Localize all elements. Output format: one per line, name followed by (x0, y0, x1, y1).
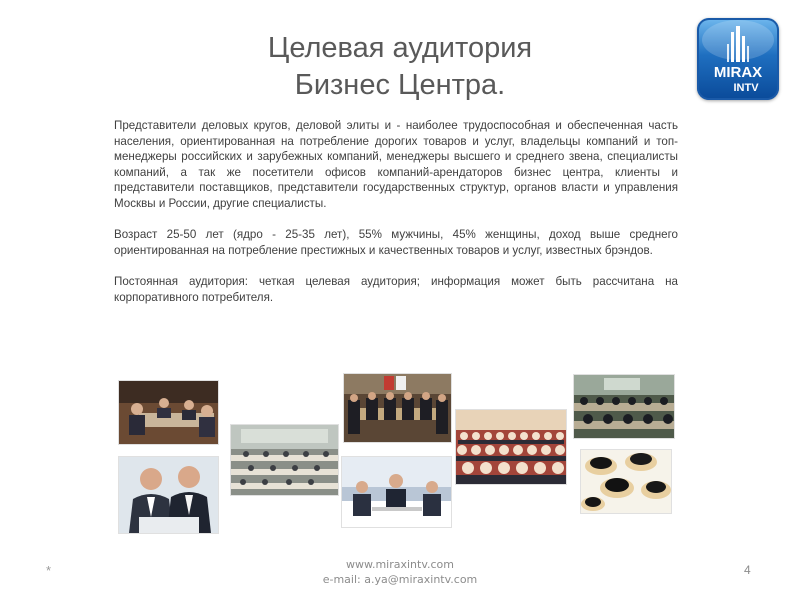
two-businessmen-photo (119, 457, 218, 533)
official-meeting-photo (342, 457, 451, 527)
title-line-1: Целевая аудитория (267, 32, 533, 64)
footer-contacts (250, 557, 550, 587)
footer-website-link[interactable]: www.miraxintv.com (345, 558, 454, 571)
paragraph-demographics: Возраст 25-50 лет (ядро - 25-35 лет), 55% мужчины, 45% женщины, доход выше среднего ориентированная на потребление престижных и качественных товаров и услуг, известных брэндов. (114, 228, 678, 257)
business-meeting-photo (119, 381, 218, 444)
mirax-intv-logo (697, 18, 779, 100)
board-meeting-photo (344, 374, 451, 442)
conference-room-photo (574, 375, 674, 438)
footer-marker: * (46, 563, 52, 578)
logo-text-top: MIRAX (713, 64, 763, 81)
conference-hall-photo (231, 425, 338, 495)
footer-email-link[interactable]: e-mail: a.ya@miraxintv.com (322, 573, 478, 586)
caviar-canapes-photo (581, 450, 671, 513)
page-number: 4 (744, 563, 751, 577)
tower-logo-icon (697, 18, 779, 100)
audience-description (114, 118, 678, 305)
logo-text-bottom: INTV (733, 82, 759, 94)
paragraph-constant-audience: Постоянная аудитория: четкая целевая аудитория; информация может быть рассчитана на корпоративного потребителя. (114, 274, 678, 304)
paragraph-audience: Представители деловых кругов, деловой элиты и - наиболее трудоспособная и обеспеченная часть населения, ориентированная на потребление дорогих товаров и услуг, владельцы компаний и топ-менеджеры российских и зарубежных компаний, менеджеры высшего и среднего звена, специалисты компаний, а так же посетители офисов компаний-арендаторов бизнес центра, клиенты и представители поставщиков, представители государственных структур, органов власти и управления Москвы и России, другие специалисты. (114, 119, 678, 210)
slide-title (170, 30, 630, 104)
title-line-2: Бизнес Центра. (294, 69, 506, 101)
seminar-audience-photo (456, 410, 566, 484)
